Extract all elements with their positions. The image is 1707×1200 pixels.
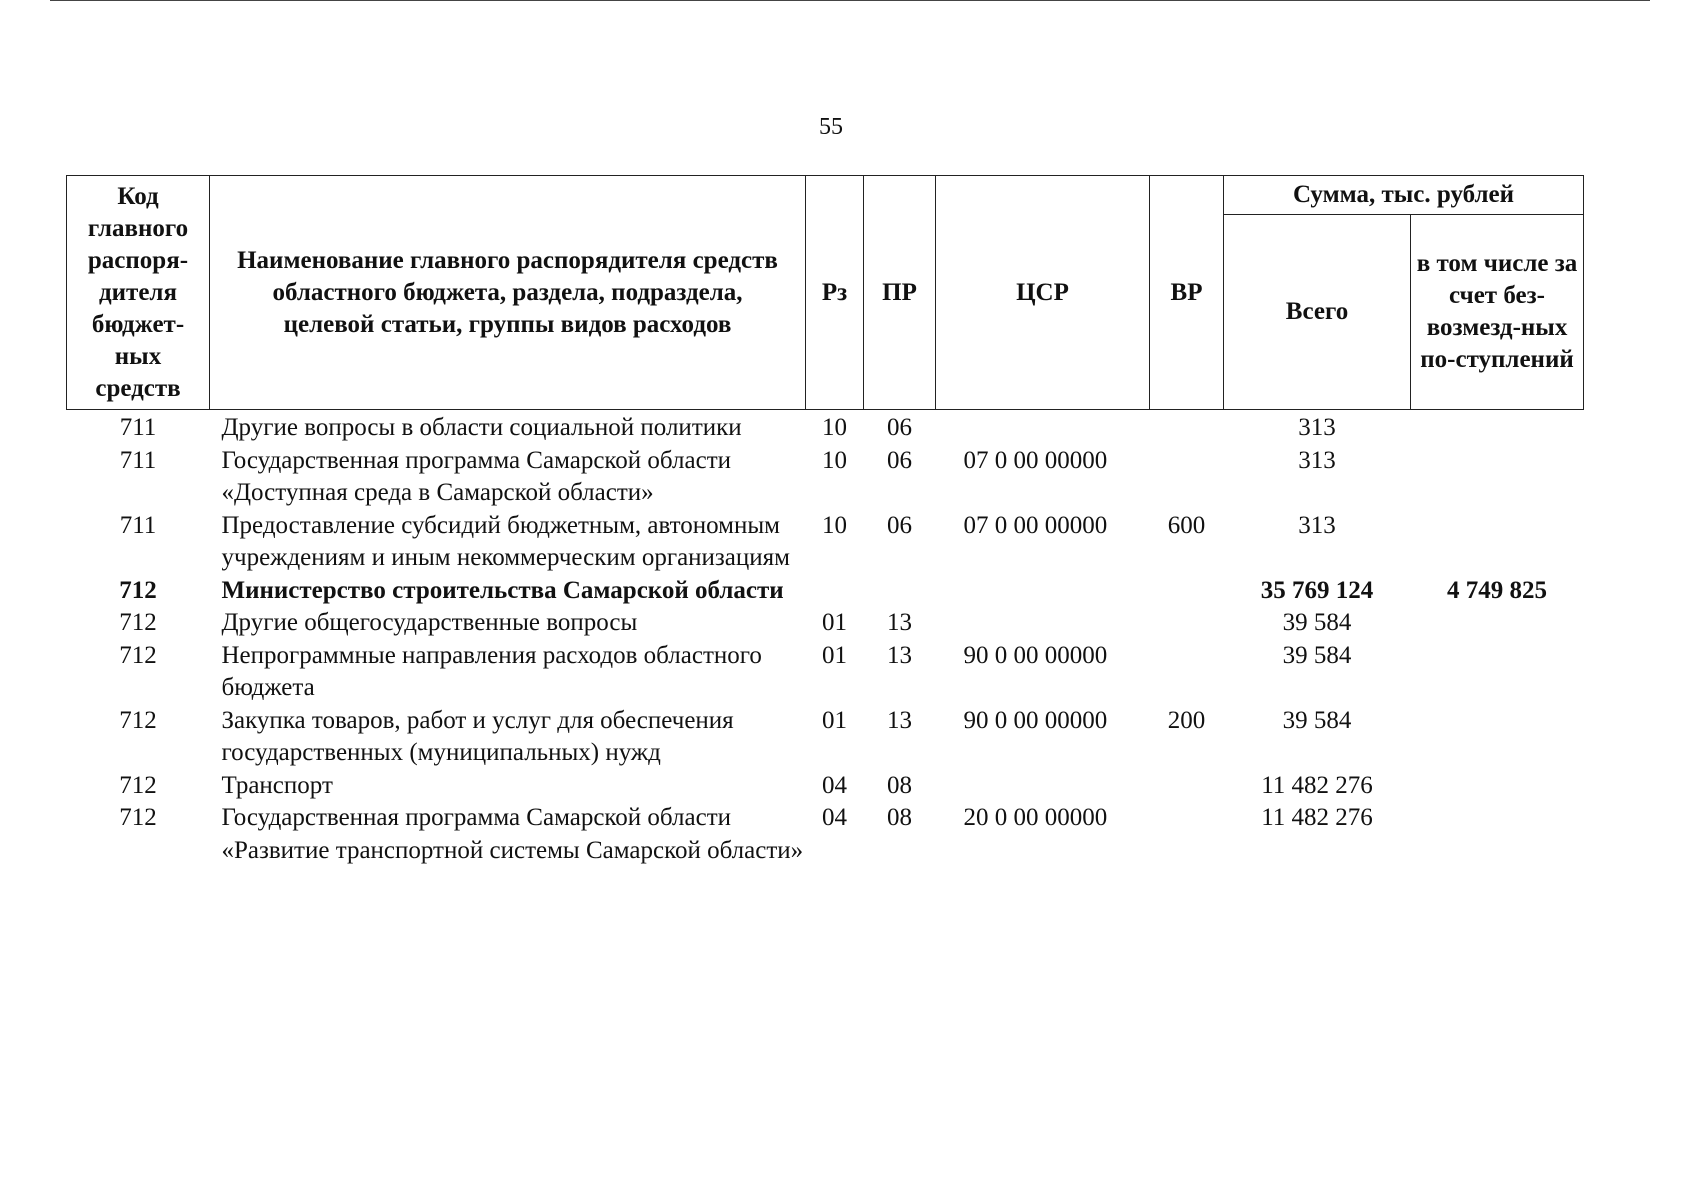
cell-pr: 08 xyxy=(887,771,912,799)
cell-total: 313 xyxy=(1298,414,1336,441)
cell-name: Другие общегосударственные вопросы xyxy=(221,609,638,636)
header-name: Наименование главного распорядителя средств областного бюджета, раздела, подраздела, целевой статьи, группы видов расходов xyxy=(210,176,806,410)
cell-free xyxy=(1411,802,1584,867)
cell-vr xyxy=(1150,445,1224,510)
table-row xyxy=(67,410,1584,445)
cell-csr xyxy=(936,607,1150,640)
header-vr: ВР xyxy=(1150,176,1224,410)
header-sum-group: Сумма, тыс. рублей xyxy=(1224,176,1584,215)
table-row xyxy=(67,802,1584,867)
cell-total: 39 584 xyxy=(1282,706,1352,734)
cell-name: Транспорт xyxy=(221,771,333,799)
cell-total: 39 584 xyxy=(1282,609,1352,636)
header-csr: ЦСР xyxy=(936,176,1150,410)
cell-rz: 01 xyxy=(822,641,847,669)
cell-code: 711 xyxy=(119,511,157,539)
table-row xyxy=(67,510,1584,575)
table-row xyxy=(67,705,1584,770)
header-code: Код главного распоря-дителя бюджет-ных средств xyxy=(67,176,210,410)
cell-code: 711 xyxy=(119,414,157,441)
header-pr: ПР xyxy=(864,176,936,410)
cell-free xyxy=(1411,705,1584,770)
cell-total: 11 482 276 xyxy=(1261,804,1373,831)
cell-free xyxy=(1411,770,1584,803)
cell-code: 712 xyxy=(119,576,157,604)
cell-rz: 04 xyxy=(822,771,847,799)
cell-rz: 01 xyxy=(822,609,847,636)
cell-code: 712 xyxy=(119,706,157,734)
top-border-line xyxy=(50,0,1650,1)
cell-vr xyxy=(1150,802,1224,867)
cell-vr xyxy=(1150,640,1224,705)
cell-free xyxy=(1411,445,1584,510)
cell-free xyxy=(1411,607,1584,640)
cell-code: 712 xyxy=(119,771,157,799)
cell-vr: 600 xyxy=(1167,511,1206,539)
table-body xyxy=(67,410,1584,868)
cell-name: Государственная программа Самарской области «Развитие транспортной системы Самарской области» xyxy=(221,804,804,864)
cell-name: Другие вопросы в области социальной политики xyxy=(221,414,742,441)
cell-total: 11 482 276 xyxy=(1261,771,1373,799)
cell-rz: 10 xyxy=(822,511,847,539)
cell-free: 4 749 825 xyxy=(1447,576,1547,604)
table-row xyxy=(67,575,1584,608)
budget-table xyxy=(66,175,1584,867)
cell-pr: 08 xyxy=(887,804,912,831)
cell-csr: 90 0 00 00000 xyxy=(963,641,1108,669)
cell-name: Закупка товаров, работ и услуг для обеспечения государственных (муниципальных) нужд xyxy=(221,706,734,766)
cell-rz: 10 xyxy=(822,446,847,474)
cell-pr: 13 xyxy=(887,706,912,734)
cell-total: 313 xyxy=(1298,511,1336,539)
cell-vr xyxy=(1150,770,1224,803)
cell-csr: 07 0 00 00000 xyxy=(963,446,1108,474)
header-total: Всего xyxy=(1224,215,1411,410)
header-rz: Рз xyxy=(806,176,864,410)
cell-pr: 13 xyxy=(887,609,912,636)
cell-vr xyxy=(1150,607,1224,640)
cell-code: 712 xyxy=(119,609,157,636)
table-row xyxy=(67,607,1584,640)
table-row xyxy=(67,445,1584,510)
table-row xyxy=(67,770,1584,803)
cell-code: 711 xyxy=(119,446,157,474)
cell-csr xyxy=(936,575,1150,608)
cell-code: 712 xyxy=(119,641,157,669)
cell-free xyxy=(1411,510,1584,575)
cell-total: 35 769 124 xyxy=(1260,576,1374,604)
cell-name: Непрограммные направления расходов областного бюджета xyxy=(221,641,762,701)
cell-total: 313 xyxy=(1298,446,1336,474)
cell-pr: 13 xyxy=(887,641,912,669)
header-free: в том числе за счет без-возмезд-ных по-ступлений xyxy=(1411,215,1584,410)
cell-vr xyxy=(1150,575,1224,608)
table-row xyxy=(67,640,1584,705)
cell-csr xyxy=(936,770,1150,803)
page-number: 55 xyxy=(819,114,843,140)
cell-rz: 01 xyxy=(822,706,847,734)
cell-rz: 04 xyxy=(822,804,847,831)
cell-name: Министерство строительства Самарской области xyxy=(221,576,784,604)
cell-total: 39 584 xyxy=(1282,641,1352,669)
cell-free xyxy=(1411,410,1584,445)
cell-pr: 06 xyxy=(887,511,912,539)
cell-rz xyxy=(806,575,864,608)
cell-name: Предоставление субсидий бюджетным, автономным учреждениям и иным некоммерческим организациям xyxy=(221,511,790,571)
cell-free xyxy=(1411,640,1584,705)
cell-csr: 07 0 00 00000 xyxy=(963,511,1108,539)
cell-csr: 90 0 00 00000 xyxy=(963,706,1108,734)
cell-pr xyxy=(864,575,936,608)
cell-rz: 10 xyxy=(822,414,847,441)
cell-csr xyxy=(936,410,1150,445)
table-header xyxy=(67,176,1584,410)
cell-name: Государственная программа Самарской области «Доступная среда в Самарской области» xyxy=(221,446,731,506)
cell-vr: 200 xyxy=(1167,706,1206,734)
cell-pr: 06 xyxy=(887,414,912,441)
cell-vr xyxy=(1150,410,1224,445)
cell-pr: 06 xyxy=(887,446,912,474)
cell-code: 712 xyxy=(119,804,157,831)
cell-csr: 20 0 00 00000 xyxy=(963,804,1108,831)
